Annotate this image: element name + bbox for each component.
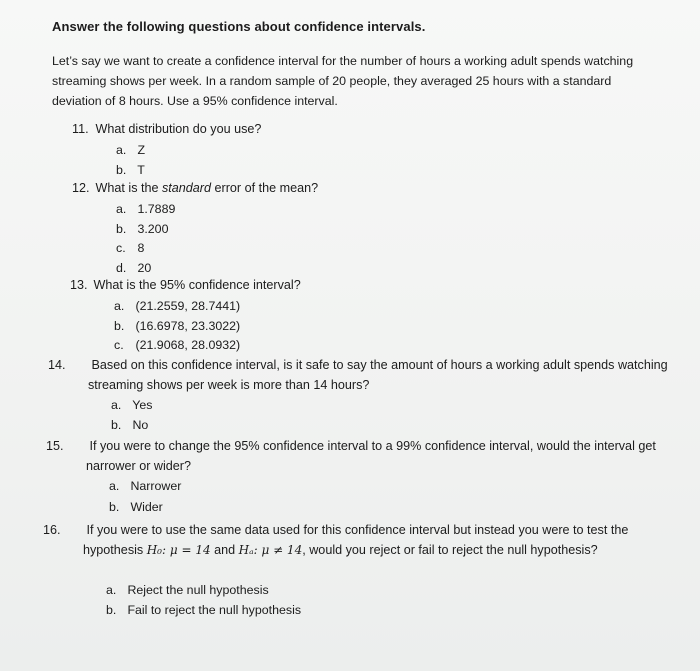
question-14-option-b[interactable] [111,418,148,432]
option-letter: b. [116,163,127,177]
option-letter: a. [109,479,120,493]
option-letter: b. [111,418,122,432]
option-text: Fail to reject the null hypothesis [127,603,302,617]
option-letter: a. [116,143,127,157]
question-text: , would you reject or fail to reject the null hypothesis? [302,542,598,557]
question-text: If you were to change the 95% confidence interval to a 99% confidence interval, would the interval get narrower or wider? [86,439,656,473]
question-13 [70,276,301,296]
question-13-option-c[interactable] [114,338,240,352]
question-12-option-c[interactable] [116,241,144,255]
option-text: 1.7889 [137,202,176,216]
question-15-option-a[interactable] [109,479,181,493]
question-text: What is the [95,181,162,195]
question-11 [72,120,261,140]
question-16-option-b[interactable] [106,603,301,617]
option-letter: c. [116,241,126,255]
question-text: Based on this confidence interval, is it safe to say the amount of hours a working adult spends watching streaming shows per week is more than 14 hours? [88,358,668,392]
option-text: Z [137,143,146,157]
question-number: 13. [70,278,88,292]
question-13-option-b[interactable] [114,319,240,333]
option-letter: b. [116,222,127,236]
option-letter: b. [114,319,125,333]
option-text: 3.200 [137,222,169,236]
question-text: error of the mean? [211,181,319,195]
option-letter: a. [114,299,125,313]
question-12 [72,179,318,199]
option-text: (21.9068, 28.0932) [135,338,241,352]
question-text: and [210,542,239,557]
worksheet-heading: Answer the following questions about confidence intervals. [52,19,426,34]
question-14 [48,356,678,395]
option-text: Yes [132,398,153,412]
question-text: If you were to use the same data used for this confidence interval but instead you were to test the hypothesis [83,523,629,557]
question-number: 11. [72,122,89,136]
option-text: Wider [130,500,163,514]
option-letter: a. [106,583,117,597]
null-hypothesis-formula: H₀: μ = 14 [146,542,211,557]
question-text: What distribution do you use? [95,122,262,136]
intro-paragraph: Let’s say we want to create a confidence interval for the number of hours a working adult spends watching streaming shows per week. In a random sample of 20 people, they averaged 25 hours with a standard deviation of 8 hours. Use a 95% confidence interval. [52,54,634,108]
question-15 [46,437,678,476]
option-text: (16.6978, 23.3022) [135,319,241,333]
question-14-option-a[interactable] [111,398,152,412]
question-12-option-a[interactable] [116,202,175,216]
question-number: 14. [48,358,66,372]
option-text: (21.2559, 28.7441) [135,299,241,313]
question-text-emphasis: standard [162,181,212,195]
alternative-hypothesis-formula: Hₐ: μ ≠ 14 [238,542,303,557]
question-16 [43,521,679,560]
question-11-option-b[interactable] [116,163,145,177]
question-text: What is the 95% confidence interval? [93,278,301,292]
question-number: 16. [43,523,61,537]
question-number: 12. [72,181,90,195]
option-text: Reject the null hypothesis [127,583,269,597]
option-text: No [132,418,149,432]
option-text: 20 [137,261,152,275]
option-text: Narrower [130,479,182,493]
option-letter: b. [106,603,117,617]
option-text: 8 [137,241,145,255]
question-15-option-b[interactable] [109,500,163,514]
question-16-option-a[interactable] [106,583,269,597]
question-13-option-a[interactable] [114,299,240,313]
option-letter: a. [111,398,122,412]
question-12-option-b[interactable] [116,222,168,236]
option-letter: c. [114,338,124,352]
option-letter: a. [116,202,127,216]
option-letter: b. [109,500,120,514]
question-12-option-d[interactable] [116,261,151,275]
option-letter: d. [116,261,127,275]
question-number: 15. [46,439,64,453]
question-11-option-a[interactable] [116,143,145,157]
option-text: T [137,163,145,177]
